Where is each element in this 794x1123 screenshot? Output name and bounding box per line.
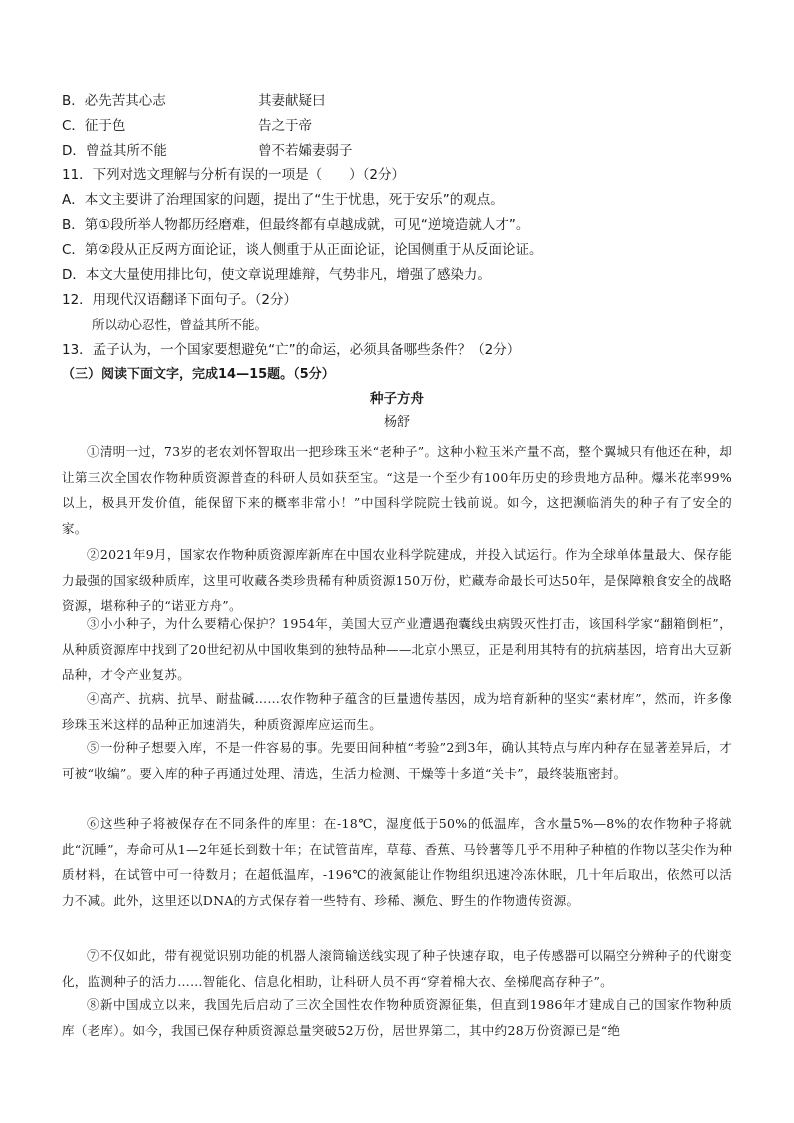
question-11-option-d: D．本文大量使用排比句，使文章说理雄辩，气势非凡，增强了感染力。 — [62, 267, 491, 283]
paragraph-4: ④高产、抗病、抗旱、耐盐碱……农作物种子蕴含的巨量遗传基因，成为培育新种的坚实“素材库”，然而，许多像珍珠玉米这样的品种正加速消失，种质资源库应运而生。 — [62, 691, 732, 732]
option-b-right: 其妻献疑曰 — [258, 93, 326, 109]
question-11-stem: 11．下列对选文理解与分析有误的一项是（ ）（2分） — [62, 167, 406, 183]
paragraph-7: ⑦不仅如此，带有视觉识别功能的机器人滚筒输送线实现了种子快速存取，电子传感器可以隔空分辨种子的代谢变化，监测种子的活力……智能化、信息化相助，让科研人员不再“穿着棉大衣、垒梯爬高存种子”。 — [62, 948, 732, 989]
article-title: 种子方舟 — [370, 391, 424, 407]
option-d-left: D．曾益其所不能 — [62, 143, 167, 159]
option-d-right: 曾不若孀妻弱子 — [258, 143, 353, 159]
question-11-option-a: A．本文主要讲了治理国家的问题，提出了“生于忧患，死于安乐”的观点。 — [62, 192, 504, 208]
paragraph-5: ⑤一份种子想要入库，不是一件容易的事。先要田间种植“考验”2到3年，确认其特点与库内种存在显著差异后，才可被“收编”。要入库的种子再通过处理、清选，生活力检测、干燥等十多道“关卡”，最终装瓶密封。 — [62, 740, 732, 781]
option-c-left: C．征于色 — [62, 118, 126, 134]
option-c-right: 告之于帝 — [258, 118, 312, 134]
question-12-stem: 12．用现代汉语翻译下面句子。（2分） — [62, 292, 298, 308]
question-11-option-c: C．第②段从正反两方面论证，谈人侧重于从正面论证，论国侧重于从反面论证。 — [62, 242, 543, 258]
question-11-option-b: B．第①段所举人物都历经磨难，但最终都有卓越成就，可见“逆境造就人才”。 — [62, 217, 530, 233]
paragraph-6: ⑥这些种子将被保存在不同条件的库里：在-18℃，湿度低于50%的低温库，含水量5%—8%的农作物种子将就此“沉睡”，寿命可从1—2年延长到数十年；在试管苗库，草莓、香蕉、马铃薯等几乎不用种子种植的作物以茎尖作为种质材料，在试管中可一待数月；在超低温库，-196℃的液氮能让作物组织迅速冷冻休眠，几十年后取出，依然可以活力不减。此外，这里还以DNA的方式保存着一些特有、珍稀、濒危、野生的作物遗传资源。 — [62, 816, 732, 908]
article-author: 杨舒 — [383, 415, 410, 430]
paragraph-1: ①清明一过，73岁的老农刘怀智取出一把珍珠玉米“老种子”。这种小粒玉米产量不高，整个翼城只有他还在种，却让第三次全国农作物种质资源普查的科研人员如获至宝。“这是一个至少有100年历史的珍贵地方品种。爆米花率99%以上，极具开发价值，能保留下来的概率非常小！”中国科学院院士钱前说。如今，这把濒临消失的种子有了安全的家。 — [62, 444, 732, 536]
question-12-quote: 所以动心忍性，曾益其所不能。 — [92, 317, 268, 332]
section-3-heading: （三）阅读下面文字，完成14—15题。（5分） — [62, 367, 335, 382]
paragraph-2: ②2021年9月，国家农作物种质资源库新库在中国农业科学院建成，并投入试运行。作为全球单体量最大、保存能力最强的国家级种质库，这里可收藏各类珍贵稀有种质资源150万份，贮藏寿命最长可达50年，是保障粮食安全的战略资源，堪称种子的“诺亚方舟”。 — [62, 547, 732, 613]
question-13-stem: 13．孟子认为，一个国家要想避免“亡”的命运，必须具备哪些条件？（2分） — [62, 342, 521, 358]
paragraph-8: ⑧新中国成立以来，我国先后启动了三次全国性农作物种质资源征集，但直到1986年才建成自己的国家作物种质库（老库）。如今，我国已保存种质资源总量突破52万份，居世界第二，其中约28万份资源已是“绝 — [62, 997, 732, 1038]
option-b-left: B．必先苦其心志 — [62, 93, 166, 109]
paragraph-3: ③小小种子，为什么要精心保护？1954年，美国大豆产业遭遇孢囊线虫病毁灭性打击，该国科学家“翻箱倒柜”，从种质资源库中找到了20世纪初从中国收集到的独特品种——北京小黑豆，正是利用其特有的抗病基因，培育出大豆新品种，才令产业复苏。 — [62, 616, 732, 682]
